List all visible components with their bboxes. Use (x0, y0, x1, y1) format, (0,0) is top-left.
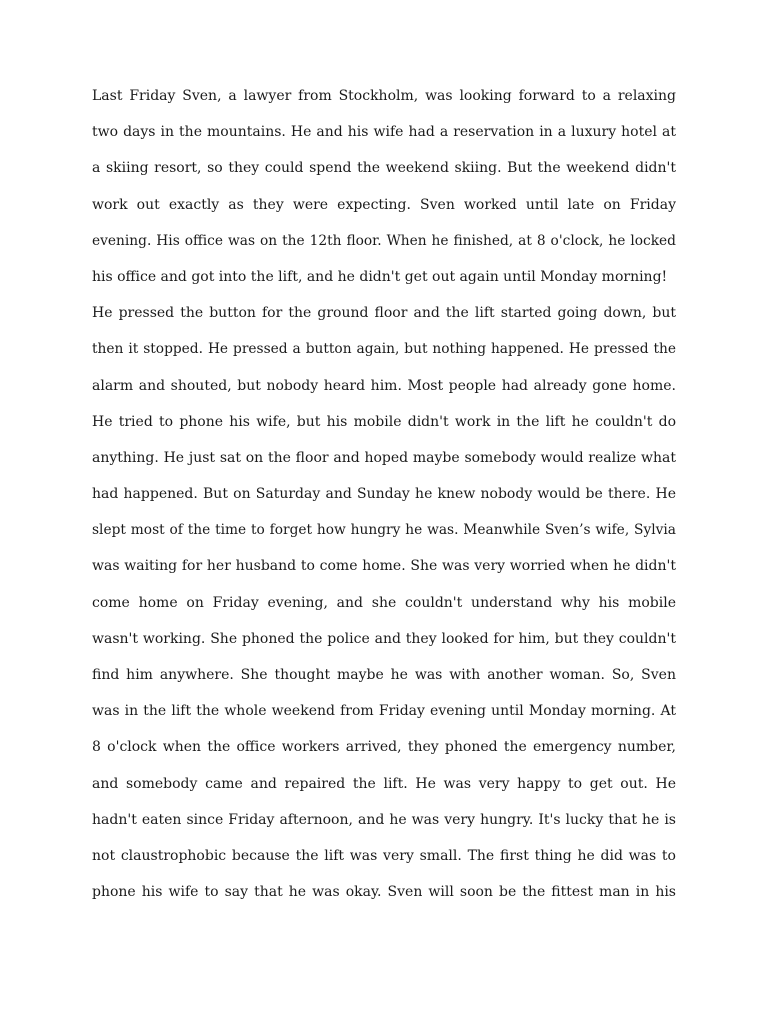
text-line: not claustrophobic because the lift was very small. The first thing he did was to (92, 847, 676, 864)
text-line: anything. He just sat on the floor and hoped maybe somebody would realize what (92, 449, 676, 466)
text-line: was waiting for her husband to come home. She was very worried when he didn't (92, 558, 676, 575)
text-line: hadn't eaten since Friday afternoon, and he was very hungry. It's lucky that he is (92, 811, 676, 828)
text-line: He tried to phone his wife, but his mobile didn't work in the lift he couldn't do (92, 413, 676, 430)
text-line: two days in the mountains. He and his wife had a reservation in a luxury hotel at (92, 124, 676, 141)
text-line: alarm and shouted, but nobody heard him. Most people had already gone home. (92, 377, 676, 394)
text-line: find him anywhere. She thought maybe he was with another woman. So, Sven (92, 667, 676, 683)
text-line: a skiing resort, so they could spend the weekend skiing. But the weekend didn't (92, 160, 676, 177)
text-line: then it stopped. He pressed a button again, but nothing happened. He pressed the (92, 341, 676, 358)
text-line: had happened. But on Saturday and Sunday he knew nobody would be there. He (92, 486, 676, 503)
text-line: evening. His office was on the 12th floor. When he finished, at 8 o'clock, he locked (92, 232, 676, 249)
text-line: his office and got into the lift, and he didn't get out again until Monday morning! (92, 268, 668, 285)
text-line: come home on Friday evening, and she couldn't understand why his mobile (92, 594, 676, 611)
text-line: wasn't working. She phoned the police and they looked for him, but they couldn't (92, 630, 676, 647)
text-line: Last Friday Sven, a lawyer from Stockholm, was looking forward to a relaxing (92, 88, 676, 104)
text-line: work out exactly as they were expecting. Sven worked until late on Friday (92, 196, 676, 213)
text-line: 8 o'clock when the office workers arrived, they phoned the emergency number, (92, 739, 676, 756)
text-line: He pressed the button for the ground floor and the lift started going down, but (92, 305, 676, 322)
text-line: slept most of the time to forget how hungry he was. Meanwhile Sven’s wife, Sylvia (92, 522, 676, 539)
text-line: was in the lift the whole weekend from Friday evening until Monday morning. At (92, 703, 676, 720)
story-paragraph (92, 84, 676, 916)
text-line: phone his wife to say that he was okay. Sven will soon be the fittest man in his (92, 884, 676, 901)
text-line: and somebody came and repaired the lift. He was very happy to get out. He (92, 775, 676, 792)
